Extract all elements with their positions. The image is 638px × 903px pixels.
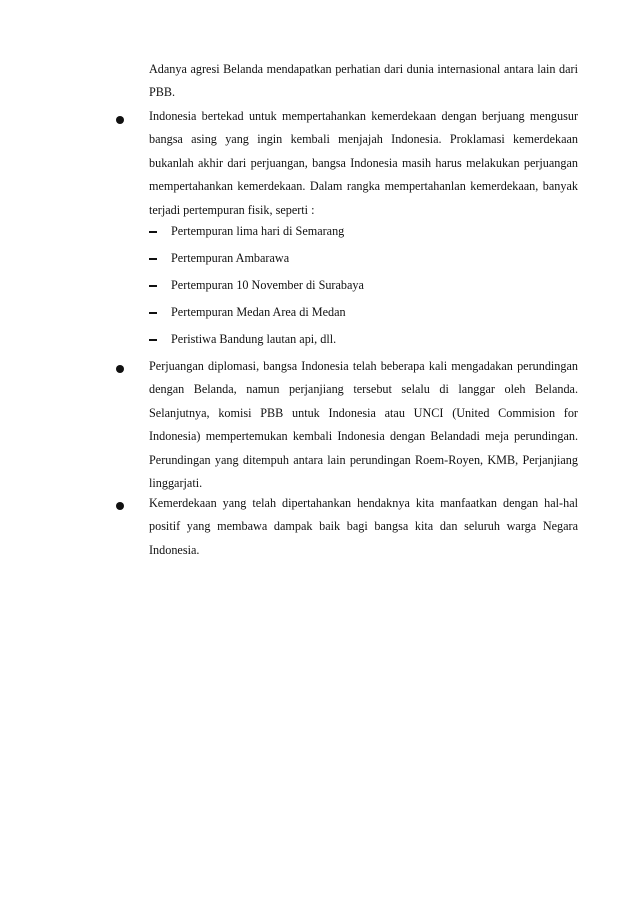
bullet-paragraph-utilization: Kemerdekaan yang telah dipertahankan hendaknya kita manfaatkan dengan hal-hal positif yang membawa dampak baik bagi bangsa kita dan seluruh warga Negara Indonesia. xyxy=(149,496,578,557)
dash-icon xyxy=(149,285,157,287)
battle-item-label: Pertempuran Medan Area di Medan xyxy=(171,305,346,319)
battle-item-label: Peristiwa Bandung lautan api, dll. xyxy=(171,332,337,346)
list-item xyxy=(0,247,638,271)
battle-item-label: Pertempuran lima hari di Semarang xyxy=(171,224,345,238)
bullet-icon xyxy=(116,365,124,373)
battle-item-label: Pertempuran 10 November di Surabaya xyxy=(171,278,364,292)
bullet-paragraph-independence-struggle: Indonesia bertekad untuk mempertahankan kemerdekaan dengan berjuang mengusur bangsa asing yang ingin kembali menjajah Indonesia. Proklamasi kemerdekaan bukanlah akhir dari perjuangan, bangsa Indonesia masih harus melakukan perjuangan mempertahankan kemerdekaan. Dalam rangka mempertahanlan kemerdekaan, banyak terjadi pertempuran fisik, seperti : xyxy=(149,109,578,217)
bullet-icon xyxy=(116,116,124,124)
bullet-icon xyxy=(116,502,124,510)
list-item xyxy=(0,301,638,325)
intro-paragraph: Adanya agresi Belanda mendapatkan perhatian dari dunia internasional antara lain dari PBB. xyxy=(149,62,578,100)
dash-icon xyxy=(149,231,157,233)
list-item xyxy=(0,220,638,244)
bullet-paragraph-diplomacy: Perjuangan diplomasi, bangsa Indonesia telah beberapa kali mengadakan perundingan dengan Belanda, namun perjanjiang tersebut selalu di langgar oleh Belanda. Selanjutnya, komisi PBB untuk Indonesia atau UNCI (United Commision for Indonesia) mempertemukan kembali Indonesia dengan Belandadi meja perundingan. Perundingan yang ditempuh antara lain perundingan Roem-Royen, KMB, Perjanjiang linggarjati. xyxy=(149,359,578,491)
dash-icon xyxy=(149,339,157,341)
battle-item-label: Pertempuran Ambarawa xyxy=(171,251,290,265)
list-item xyxy=(0,274,638,298)
dash-icon xyxy=(149,258,157,260)
list-item xyxy=(0,328,638,352)
dash-icon xyxy=(149,312,157,314)
